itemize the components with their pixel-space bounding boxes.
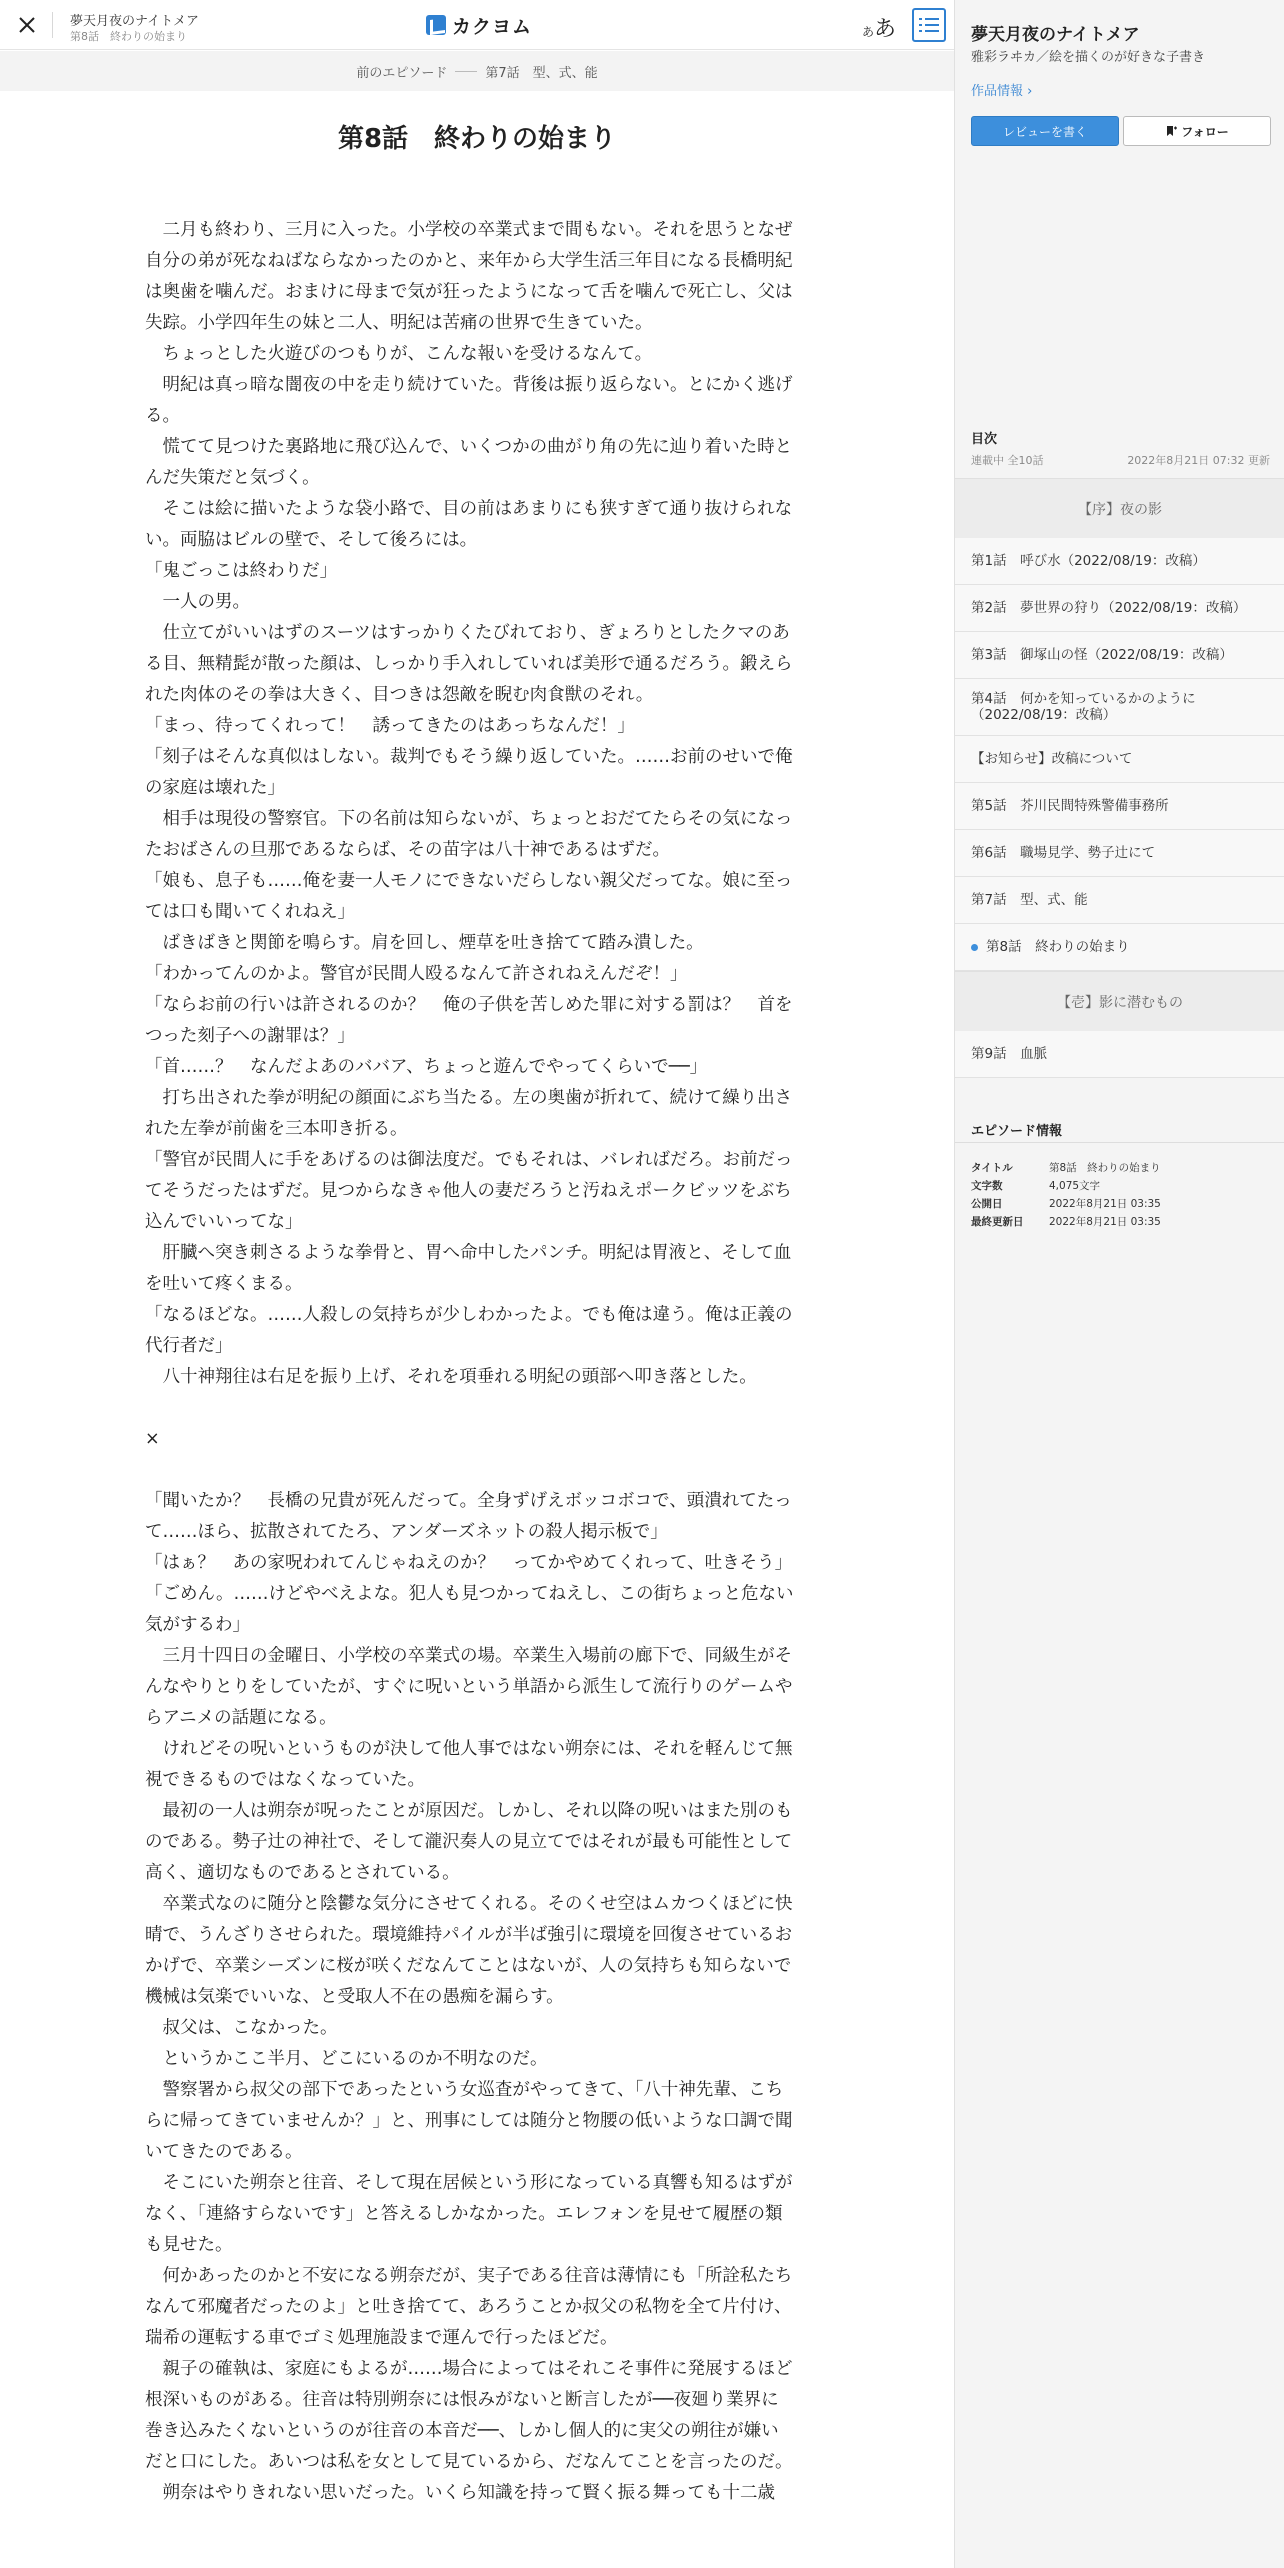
- toc-episode-label: 第7話 型、式、能: [971, 892, 1088, 908]
- font-size-button[interactable]: [862, 12, 896, 43]
- site-logo[interactable]: [426, 12, 532, 38]
- toc-updated: 2022年8月21日 07:32 更新: [1127, 454, 1270, 467]
- episode-info-value: 2022年8月21日 03:35: [1049, 1215, 1161, 1228]
- body-paragraph: けれどその呪いというものが決して他人事ではない朔奈には、それを軽んじて無視できるものではなくなっていた。: [145, 1739, 793, 1790]
- body-paragraph: 「首……？ なんだよあのババア、ちょっと遊んでやってくらいで──」: [145, 1057, 708, 1077]
- body-paragraph: そこは絵に描いたような袋小路で、目の前はあまりにも狭すぎて通り抜けられない。両脇はビルの壁で、そして後ろには。: [145, 499, 793, 550]
- body-paragraph: 慌てて見つけた裏路地に飛び込んで、いくつかの曲がり角の先に辿り着いた時とんだ失策だと気づく。: [145, 437, 793, 488]
- body-paragraph: 肝臓へ突き刺さるような拳骨と、胃へ命中したパンチ。明紀は胃液と、そして血を吐いて疼くまる。: [145, 1243, 792, 1294]
- body-paragraph: 親子の確執は、家庭にもよるが……場合によってはそれこそ事件に発展するほど根深いものがある。往音は特別朔奈には恨みがないと断言したが──夜廻り業界に巻き込みたくないというのが往音の本音だ──、しかし個人的に実父の朔往が嫌いだと口にした。あいつは私を女として見ているから、だなんてことを言ったのだ。: [145, 2359, 793, 2472]
- toc-episode-item[interactable]: [955, 538, 1284, 585]
- toc-episode-item[interactable]: [955, 924, 1284, 971]
- sidebar-header: [955, 0, 1284, 400]
- prev-label: 前のエピソード: [356, 65, 448, 81]
- toc-chapter-heading: 【序】夜の影: [955, 478, 1284, 538]
- toc-episode-item[interactable]: [955, 783, 1284, 830]
- body-paragraph: 三月十四日の金曜日、小学校の卒業式の場。卒業生入場前の廊下で、同級生がそんなやりとりをしていたが、すぐに呪いという単語から派生して流行りのゲームやらアニメの話題になる。: [145, 1646, 793, 1728]
- close-button[interactable]: [14, 12, 40, 38]
- episode-info-row: [971, 1158, 1161, 1176]
- prev-episode-title: 第7話 型、式、能: [485, 65, 598, 81]
- body-paragraph: 相手は現役の警察官。下の名前は知らないが、ちょっとおだてたらその気になったおばさんの旦那であるならば、その苗字は八十神であるはずだ。: [145, 809, 793, 860]
- body-paragraph: 叔父は、こなかった。: [145, 2018, 338, 2038]
- work-info-link[interactable]: [971, 80, 1032, 99]
- body-paragraph: というかここ半月、どこにいるのか不明なのだ。: [145, 2049, 548, 2069]
- episode-info-key: 文字数: [971, 1179, 1003, 1192]
- episode-info-table: [971, 1158, 1161, 1230]
- toc-episode-item[interactable]: [955, 679, 1284, 736]
- list-icon: [918, 16, 940, 34]
- toc-episode-label: 【お知らせ】改稿について: [971, 751, 1133, 767]
- toc-episode-item[interactable]: [955, 632, 1284, 679]
- current-episode-dot-icon: [971, 944, 978, 951]
- font-small-glyph: あ: [862, 25, 875, 39]
- toc-episode-item[interactable]: [955, 1031, 1284, 1078]
- body-paragraph: 警察署から叔父の部下であったという女巡査がやってきて、「八十神先輩、こちらに帰ってきていませんか？」と、刑事にしては随分と物腰の低いような口調で聞いてきたのである。: [145, 2080, 793, 2162]
- episode-subtitle: 第8話 終わりの始まり: [70, 30, 187, 43]
- toc-header: 目次: [971, 432, 998, 447]
- toc-list: [955, 478, 1284, 1078]
- toc-chapter-heading: 【壱】影に潜むもの: [955, 971, 1284, 1031]
- toc-status: 連載中 全10話: [971, 454, 1044, 467]
- divider: [52, 12, 53, 38]
- toc-episode-item[interactable]: [955, 585, 1284, 632]
- toc-episode-label: 第4話 何かを知っているかのように（2022/08/19：改稿）: [971, 691, 1196, 723]
- bookmark-plus-icon: [1165, 125, 1177, 137]
- work-title-link[interactable]: 夢天月夜のナイトメア: [70, 14, 199, 29]
- toc-toggle-button[interactable]: [912, 8, 946, 42]
- body-paragraph: 「鬼ごっこは終わりだ」: [145, 561, 338, 581]
- body-paragraph: 明紀は真っ暗な闇夜の中を走り続けていた。背後は振り返らない。とにかく逃げる。: [145, 375, 793, 426]
- body-paragraph: 「娘も、息子も……俺を妻一人モノにできないだらしない親父だってな。娘に至っては口も聞いてくれねえ」: [145, 871, 793, 922]
- toc-episode-item[interactable]: [955, 736, 1284, 783]
- body-paragraph: 「わかってんのかよ。警官が民間人殴るなんて許されねえんだぞ！」: [145, 964, 688, 984]
- toc-episode-label: 第3話 御塚山の怪（2022/08/19：改稿）: [971, 647, 1233, 663]
- toc-episode-item[interactable]: [955, 830, 1284, 877]
- body-paragraph: 何かあったのかと不安になる朔奈だが、実子である往音は薄情にも「所詮私たちなんて邪魔者だったのよ」と吐き捨てて、あろうことか叔父の私物を全て片付け、瑞希の運転する車でゴミ処理施設まで運んで行ったほどだ。: [145, 2266, 793, 2348]
- top-bar: [0, 0, 954, 50]
- episode-info-key: 最終更新日: [971, 1215, 1024, 1228]
- previous-episode-bar[interactable]: [0, 51, 954, 91]
- body-paragraph: 最初の一人は朔奈が呪ったことが原因だ。しかし、それ以降の呪いはまた別のものである。勢子辻の神社で、そして瀧沢奏人の見立てではそれが最も可能性として高く、適切なものであるとされている。: [145, 1801, 793, 1883]
- body-paragraph: 打ち出された拳が明紀の顔面にぶち当たる。左の奥歯が折れて、続けて繰り出された左拳が前歯を三本叩き折る。: [145, 1088, 793, 1139]
- body-paragraph: 「なるほどな。……人殺しの気持ちが少しわかったよ。でも俺は違う。俺は正義の代行者だ」: [145, 1305, 793, 1356]
- episode-info-value: 4,075文字: [1049, 1179, 1101, 1192]
- body-paragraph: 一人の男。: [145, 592, 250, 612]
- episode-info-header: エピソード情報: [971, 1124, 1063, 1139]
- section-separator: ×: [145, 1429, 160, 1449]
- episode-info-key: 公開日: [971, 1197, 1003, 1210]
- body-paragraph: 「聞いたか？ 長橋の兄貴が死んだって。全身ずげえボッコボコで、頭潰れてたって……ほら、拡散されてたろ、アンダーズネットの殺人掲示板で」: [145, 1491, 792, 1542]
- logo-icon: [426, 15, 446, 35]
- episode-info-row: [971, 1176, 1161, 1194]
- follow-button[interactable]: [1123, 116, 1271, 146]
- body-paragraph: 「ならお前の行いは許されるのか？ 俺の子供を苦しめた罪に対する罰は？ 首をつった刻子への謝罪は？」: [145, 995, 793, 1046]
- toc-episode-item[interactable]: [955, 877, 1284, 924]
- body-paragraph: 「まっ、待ってくれって！ 誘ってきたのはあっちなんだ！」: [145, 716, 635, 736]
- body-paragraph: 「刻子はそんな真似はしない。裁判でもそう繰り返していた。……お前のせいで俺の家庭は壊れた」: [145, 747, 793, 798]
- body-paragraph: 「警官が民間人に手をあげるのは御法度だ。でもそれは、バレればだろ。お前だってそうだったはずだ。見つからなきゃ他人の妻だろうと汚ねえポークビッツをぶち込んでいいってな」: [145, 1150, 793, 1232]
- episode-title: 第8話 終わりの始まり: [337, 124, 617, 154]
- body-paragraph: ばきばきと関節を鳴らす。肩を回し、煙草を吐き捨てて踏み潰した。: [145, 933, 704, 953]
- episode-info-row: [971, 1194, 1161, 1212]
- sidebar: [954, 0, 1284, 2568]
- close-icon: [14, 12, 40, 38]
- body-paragraph: 仕立てがいいはずのスーツはすっかりくたびれており、ぎょろりとしたクマのある目、無精髭が散った顔は、しっかり手入れしていれば美形で通るだろう。鍛えられた肉体のその拳は大きく、目つきは怨敵を睨む肉食獣のそれ。: [145, 623, 793, 705]
- episode-body: [145, 215, 795, 2509]
- body-paragraph: そこにいた朔奈と往音、そして現在居候という形になっている真響も知るはずがなく、「連絡すらないです」と答えるしかなかった。エレフォンを見せて履歴の類も見せた。: [145, 2173, 793, 2255]
- divider: [955, 1142, 1284, 1143]
- author-name[interactable]: 雅彩ラヰカ／絵を描くのが好きな子書き: [971, 50, 1206, 65]
- write-review-button[interactable]: レビューを書く: [971, 116, 1119, 146]
- toc-episode-label: 第1話 呼び水（2022/08/19：改稿）: [971, 553, 1206, 569]
- body-paragraph: 「はぁ？ あの家呪われてんじゃねえのか？ ってかやめてくれって、吐きそう」: [145, 1553, 793, 1573]
- font-large-glyph: あ: [874, 17, 897, 42]
- body-paragraph: 朔奈はやりきれない思いだった。いくら知識を持って賢く振る舞っても十二歳: [145, 2483, 775, 2503]
- toc-episode-label: 第9話 血脈: [971, 1046, 1048, 1062]
- toc-episode-label: 第8話 終わりの始まり: [986, 939, 1130, 955]
- sidebar-work-title[interactable]: 夢天月夜のナイトメア: [971, 25, 1140, 45]
- episode-info-value: 2022年8月21日 03:35: [1049, 1197, 1161, 1210]
- body-paragraph: ちょっとした火遊びのつもりが、こんな報いを受けるなんて。: [145, 344, 653, 364]
- toc-episode-label: 第6話 職場見学、勢子辻にて: [971, 845, 1156, 861]
- follow-label: フォロー: [1181, 124, 1229, 139]
- body-paragraph: 「ごめん。……けどやべえよな。犯人も見つかってねえし、この街ちょっと危ない気がするわ」: [145, 1584, 794, 1635]
- body-paragraph: 二月も終わり、三月に入った。小学校の卒業式まで間もない。それを思うとなぜ自分の弟が死なねばならなかったのかと、来年から大学生活三年目になる長橋明紀は奥歯を噛んだ。おまけに母まで気が狂ったようになって舌を噛んで死亡し、父は失踪。小学四年生の妹と二人、明紀は苦痛の世界で生きていた。: [145, 220, 793, 333]
- toc-episode-label: 第2話 夢世界の狩り（2022/08/19：改稿）: [971, 600, 1247, 616]
- body-paragraph: 八十神翔往は右足を振り上げ、それを項垂れる明紀の頭部へ叩き落とした。: [145, 1367, 757, 1387]
- logo-text: カクヨム: [452, 15, 533, 38]
- episode-info-value: 第8話 終わりの始まり: [1049, 1161, 1161, 1174]
- toc-episode-label: 第5話 芥川民間特殊警備事務所: [971, 798, 1169, 814]
- work-info-label: 作品情報: [971, 84, 1024, 99]
- episode-info-row: [971, 1212, 1161, 1230]
- divider: [455, 71, 477, 72]
- body-paragraph: 卒業式なのに随分と陰鬱な気分にさせてくれる。そのくせ空はムカつくほどに快晴で、うんざりさせられた。環境維持パイルが半ば強引に環境を回復させているおかげで、卒業シーズンに桜が咲くだなんてことはないが、人の気持ちも知らないで機械は気楽でいいな、と受取人不在の愚痴を漏らす。: [145, 1894, 793, 2007]
- chevron-right-icon: ›: [1027, 84, 1033, 99]
- episode-info-key: タイトル: [971, 1161, 1013, 1174]
